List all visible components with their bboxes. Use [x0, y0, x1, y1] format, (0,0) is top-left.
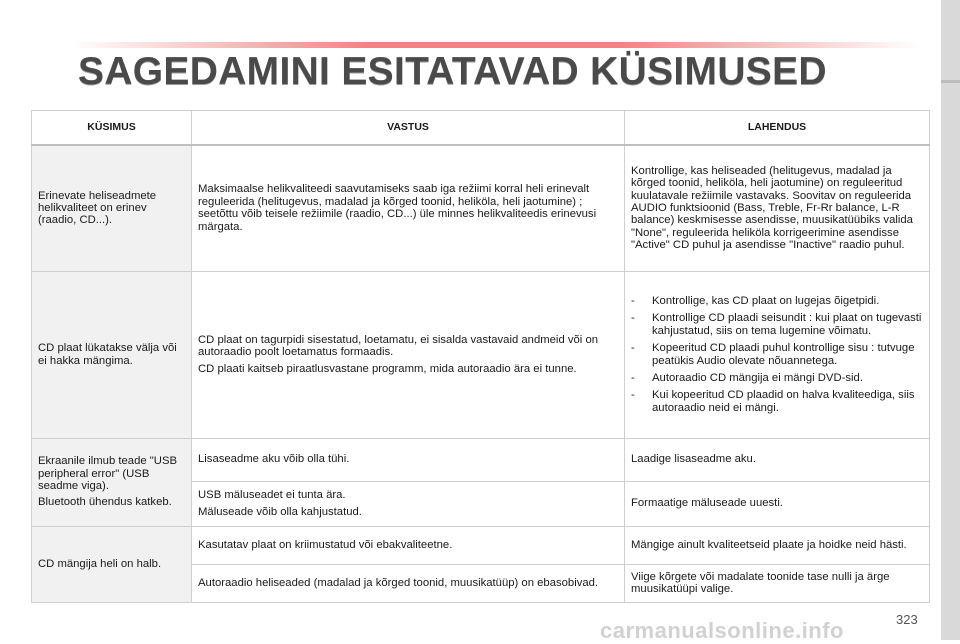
question-cell: Erinevate heliseadmete helikvaliteet on erinev (raadio, CD...). — [32, 145, 192, 271]
solution-cell: Mängige ainult kvaliteetseid plaate ja hoidke neid hästi. — [625, 526, 930, 564]
question-cell: CD mängija heli on halb. — [32, 526, 192, 602]
solution-cell — [625, 271, 930, 438]
solution-list — [631, 295, 923, 414]
title-accent-band — [70, 42, 920, 48]
answer-cell: Kasutatav plaat on kriimustatud või ebakvaliteetne. — [192, 526, 625, 564]
answer-paragraph: USB mäluseadet ei tunta ära. — [198, 489, 346, 502]
answer-cell — [192, 481, 625, 526]
table-header-row — [32, 111, 930, 146]
page-title: SAGEDAMINI ESITATAVAD KÜSIMUSED — [78, 50, 827, 93]
column-header-question: KÜSIMUS — [32, 111, 192, 146]
answer-cell: Autoraadio heliseaded (madalad ja kõrged toonid, muusikatüüp) on ebasobivad. — [192, 564, 625, 602]
table-row — [32, 145, 930, 271]
answer-cell — [192, 271, 625, 438]
solution-cell: Viige kõrgete või madalate toonide tase nulli ja ärge muusikatüüpi valige. — [625, 564, 930, 602]
answer-paragraph: CD plaat on tagurpidi sisestatud, loetamatu, ei sisalda vastavaid andmeid või on autoraadio poolt loetamatus formaadis. — [198, 333, 599, 359]
column-header-solution: LAHENDUS — [625, 111, 930, 146]
list-item: - Kui kopeeritud CD plaadid on halva kvaliteediga, siis autoraadio neid ei mängi. — [631, 389, 923, 414]
question-cell — [32, 438, 192, 526]
list-item: - Autoraadio CD mängija ei mängi DVD-sid. — [631, 372, 923, 384]
chapter-tab-marker — [941, 80, 960, 83]
list-item: - Kopeeritud CD plaadi puhul kontrollige sisu : tutvuge peatükis Audio olevate nõuannetega. — [631, 342, 923, 367]
page-number: 323 — [896, 612, 918, 627]
column-header-answer: VASTUS — [192, 111, 625, 146]
solution-cell: Kontrollige, kas heliseaded (helitugevus, madalad ja kõrged toonid, heliköla, heli jaotumine) on reguleeritud kuulatavale režiimile vastavaks. Soovitav on reguleerida AUDIO funktsioonid (Bass, Treble, Fr-Rr balance, L-R balance) keskmisesse asendisse, muusikatüübiks valida "None", reguleerida heliköla korrigeerimine asendisse "Active" CD puhul ja asendisse "Inactive" raadio puhul. — [625, 145, 930, 271]
table-row — [32, 526, 930, 564]
solution-cell: Laadige lisaseadme aku. — [625, 438, 930, 481]
question-cell: CD plaat lükatakse välja või ei hakka mängima. — [32, 271, 192, 438]
chapter-tab-strip — [941, 0, 960, 640]
table-row — [32, 438, 930, 481]
watermark: carmanualsonline.info — [600, 618, 844, 643]
list-item: - Kontrollige CD plaadi seisundit : kui plaat on tugevasti kahjustatud, siis on tema lugemine võimatu. — [631, 312, 923, 337]
faq-table — [31, 110, 930, 603]
answer-cell: Lisaseadme aku võib olla tühi. — [192, 438, 625, 481]
question-paragraph: Bluetooth ühendus katkeb. — [38, 496, 172, 509]
answer-cell: Maksimaalse helikvaliteedi saavutamiseks saab iga režiimi korral heli erinevalt reguleerida (helitugevus, madalad ja kõrged toonid, heliköla, heli jaotumine) ; seetõttu võib teisele režiimile (raadio, CD...) üle minnes helikvaliteedis erinevusi märgata. — [192, 145, 625, 271]
answer-paragraph: CD plaati kaitseb piraatlusvastane programm, mida autoraadio ära ei tunne. — [198, 362, 577, 375]
list-item: - Kontrollige, kas CD plaat on lugejas õigetpidi. — [631, 295, 923, 307]
question-paragraph: Ekraanile ilmub teade "USB peripheral error" (USB seadme viga). — [38, 455, 178, 492]
answer-paragraph: Mäluseade võib olla kahjustatud. — [198, 505, 362, 518]
table-row — [32, 271, 930, 438]
solution-cell: Formaatige mäluseade uuesti. — [625, 481, 930, 526]
